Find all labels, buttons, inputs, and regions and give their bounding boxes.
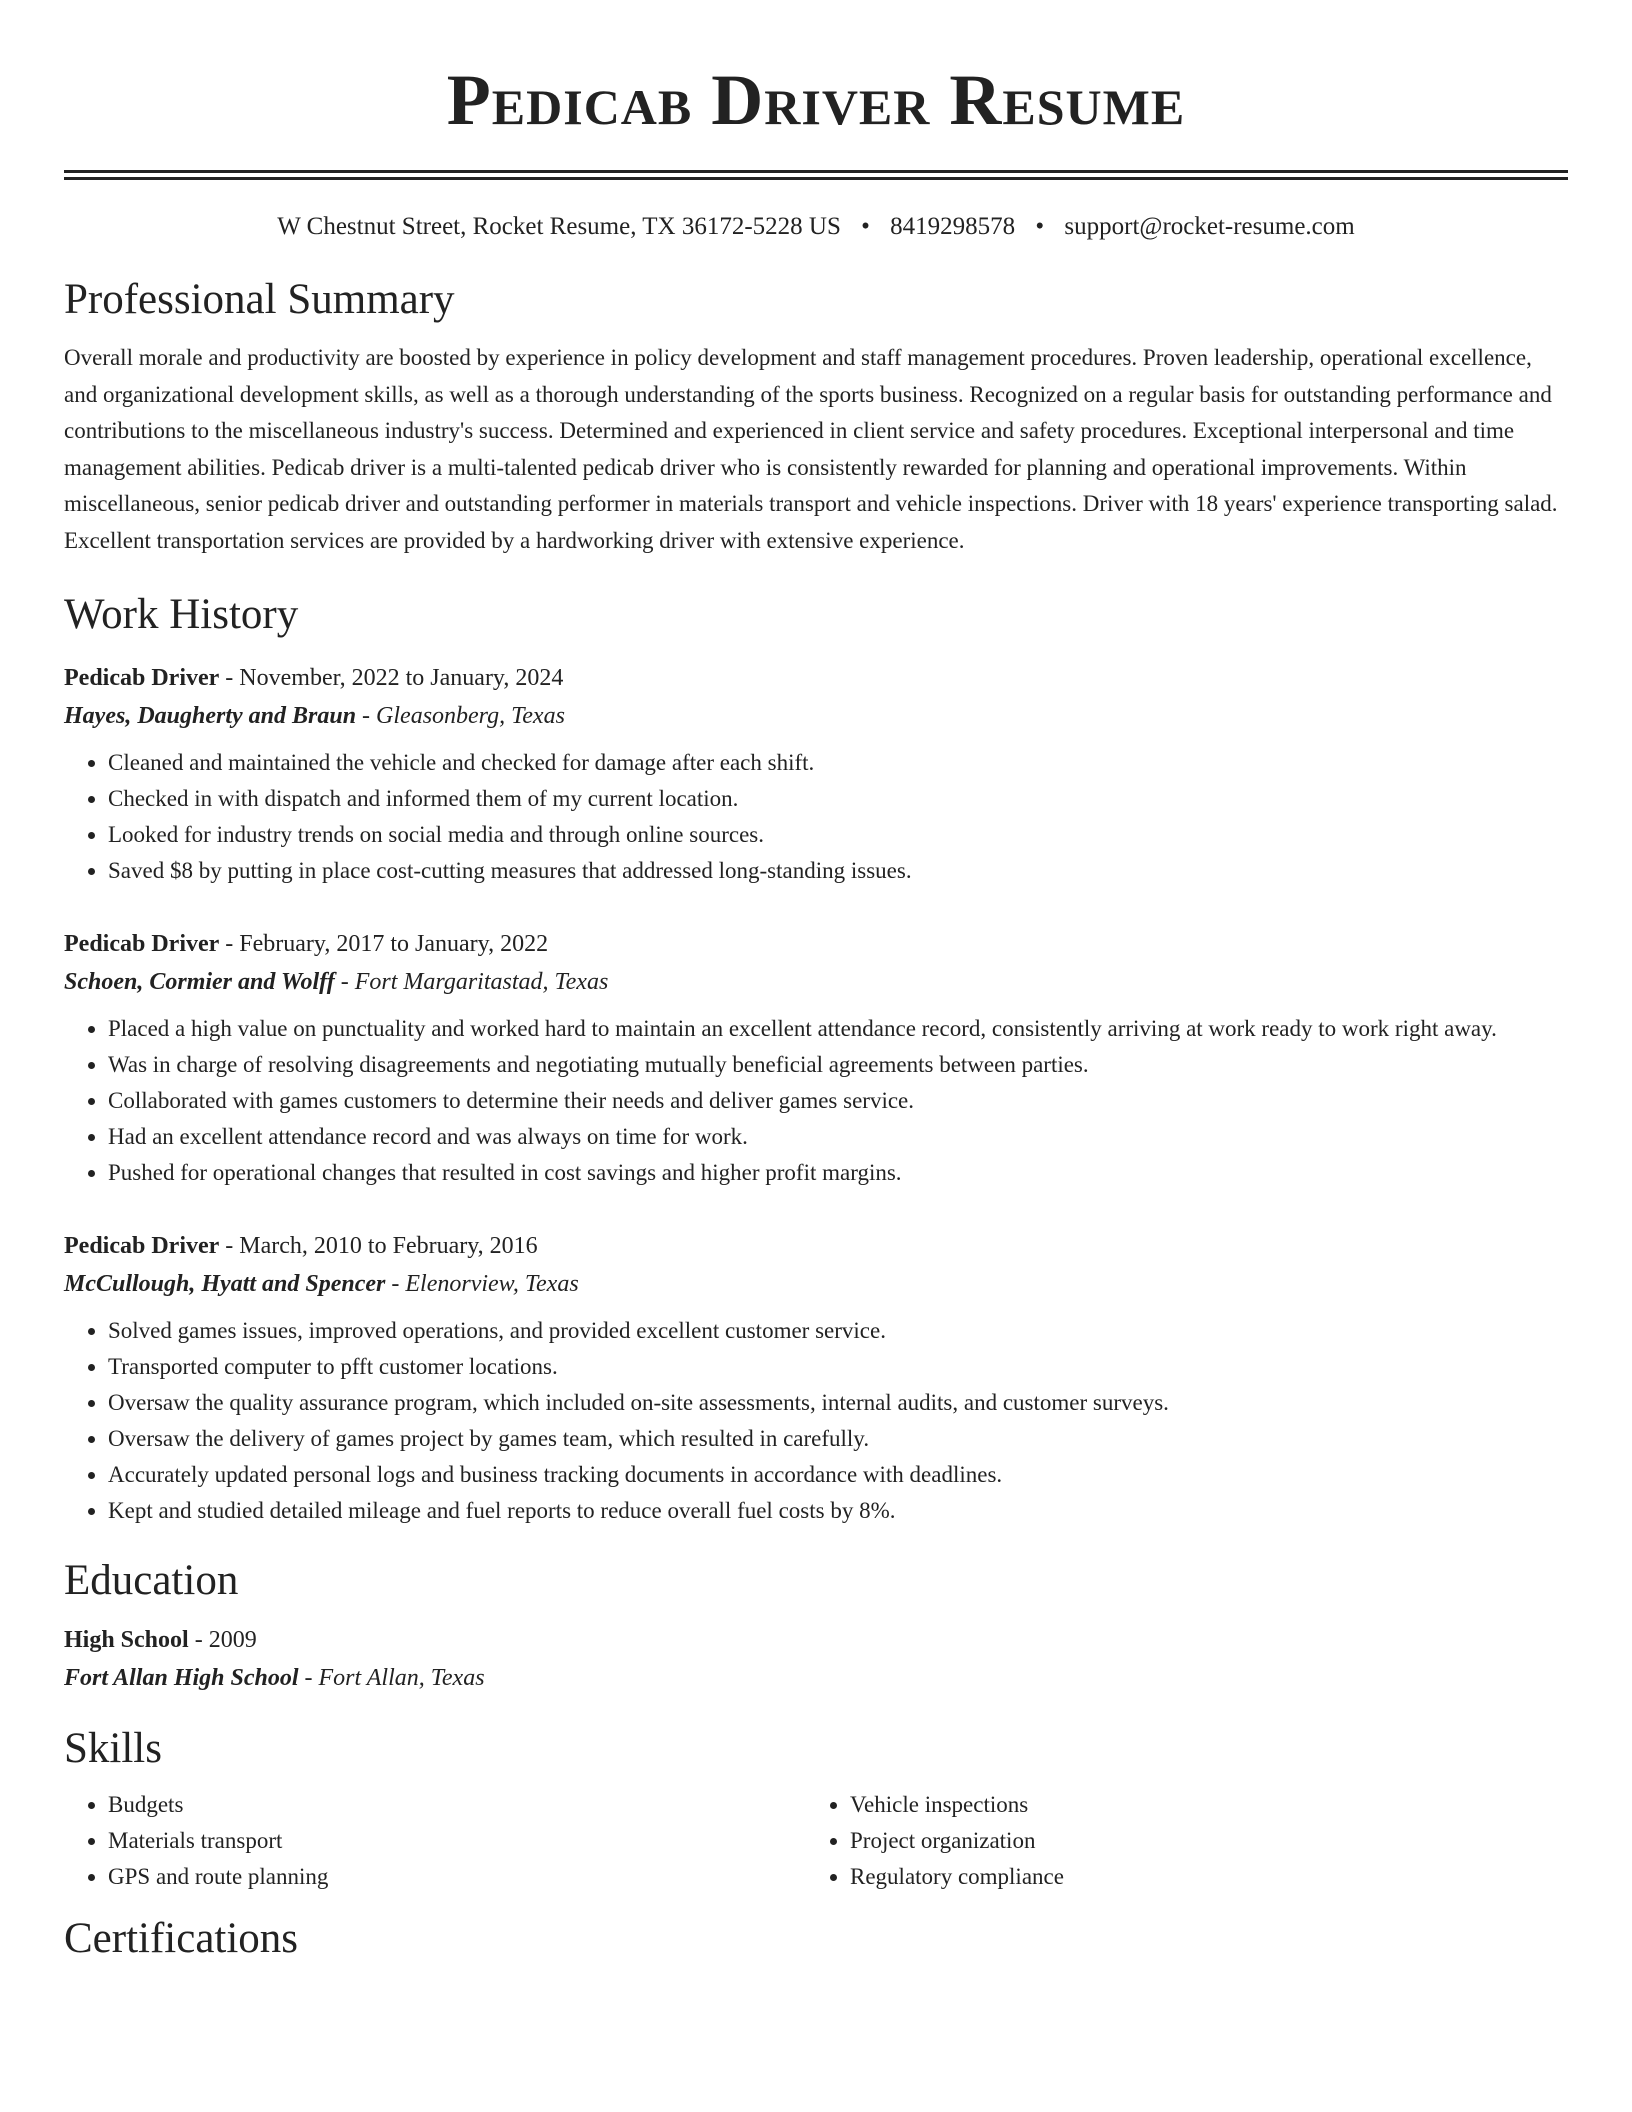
school-name: Fort Allan High School bbox=[64, 1665, 299, 1691]
job-bullet: • Placed a high value on punctuality and worked hard to maintain an excellent attendance record, consistently arriving at work ready to work right away. bbox=[108, 1011, 1568, 1047]
skills-column-right bbox=[806, 1787, 1548, 1895]
resume-page bbox=[64, 0, 1568, 1965]
job-entry bbox=[64, 659, 1568, 889]
work-history-heading: Work History bbox=[64, 591, 299, 638]
job-bullet: • Looked for industry trends on social media and through online sources. bbox=[108, 817, 1568, 853]
job-bullets bbox=[64, 1313, 1568, 1529]
company-name: Schoen, Cormier and Wolff bbox=[64, 969, 335, 995]
job-title: Pedicab Driver bbox=[64, 1233, 220, 1259]
job-title-line bbox=[64, 925, 1568, 963]
title-divider bbox=[64, 170, 1568, 180]
contact-separator: • bbox=[861, 213, 870, 240]
job-bullet: • Had an excellent attendance record and was always on time for work. bbox=[108, 1119, 1568, 1155]
job-bullet: • Cleaned and maintained the vehicle and checked for damage after each shift. bbox=[108, 745, 1568, 781]
job-title: Pedicab Driver bbox=[64, 665, 220, 691]
summary-heading: Professional Summary bbox=[64, 276, 455, 323]
company-name: McCullough, Hyatt and Spencer bbox=[64, 1271, 386, 1297]
skill-item: • Budgets bbox=[108, 1787, 806, 1823]
job-bullet: • Pushed for operational changes that resulted in cost savings and higher profit margins. bbox=[108, 1155, 1568, 1191]
skill-item: • Project organization bbox=[850, 1823, 1548, 1859]
skills-list bbox=[64, 1787, 1568, 1895]
job-bullet: • Transported computer to pfft customer locations. bbox=[108, 1349, 1568, 1385]
job-bullets bbox=[64, 1011, 1568, 1191]
education-entry bbox=[64, 1621, 1568, 1697]
education-heading: Education bbox=[64, 1557, 239, 1604]
job-bullet: • Collaborated with games customers to determine their needs and deliver games service. bbox=[108, 1083, 1568, 1119]
job-bullet: • Kept and studied detailed mileage and fuel reports to reduce overall fuel costs by 8%. bbox=[108, 1493, 1568, 1529]
job-bullet: • Oversaw the delivery of games project by games team, which resulted in carefully. bbox=[108, 1421, 1568, 1457]
job-bullet: • Was in charge of resolving disagreements and negotiating mutually beneficial agreements between parties. bbox=[108, 1047, 1568, 1083]
job-bullet: • Saved $8 by putting in place cost-cutting measures that addressed long-standing issues. bbox=[108, 853, 1568, 889]
degree-line bbox=[64, 1621, 1568, 1659]
contact-line bbox=[64, 210, 1568, 244]
job-title: Pedicab Driver bbox=[64, 931, 220, 957]
company-line bbox=[64, 963, 1568, 1001]
company-location: - Elenorview, Texas bbox=[385, 1271, 579, 1297]
school-line bbox=[64, 1659, 1568, 1697]
job-title-line bbox=[64, 1227, 1568, 1265]
skill-item: • Materials transport bbox=[108, 1823, 806, 1859]
contact-email: support@rocket-resume.com bbox=[1064, 213, 1355, 240]
skills-column-left bbox=[64, 1787, 806, 1895]
company-location: - Fort Margaritastad, Texas bbox=[334, 969, 609, 995]
school-location: - Fort Allan, Texas bbox=[298, 1665, 485, 1691]
job-entry bbox=[64, 925, 1568, 1191]
job-bullet: • Oversaw the quality assurance program, which included on-site assessments, internal audits, and customer surveys. bbox=[108, 1385, 1568, 1421]
summary-text: Overall morale and productivity are boosted by experience in policy development and staff management procedures. Proven leadership, operational excellence, and organizational development skills, as well as a thorough understanding of the sports business. Recognized on a regular basis for outstanding performance and contributions to the miscellaneous industry's success. Determined and experienced in client service and safety procedures. Exceptional interpersonal and time management abilities. Pedicab driver is a multi-talented pedicab driver who is consistently rewarded for planning and operational improvements. Within miscellaneous, senior pedicab driver and outstanding performer in materials transport and vehicle inspections. Driver with 18 years' experience transporting salad. Excellent transportation services are provided by a hardworking driver with extensive experience. bbox=[64, 345, 1558, 553]
job-bullet: • Checked in with dispatch and informed them of my current location. bbox=[108, 781, 1568, 817]
job-bullet: • Accurately updated personal logs and business tracking documents in accordance with deadlines. bbox=[108, 1457, 1568, 1493]
contact-phone: 8419298578 bbox=[890, 213, 1016, 240]
certifications-heading: Certifications bbox=[64, 1915, 299, 1962]
resume-title: Pedicab Driver Resume bbox=[446, 60, 1186, 140]
job-dates: - November, 2022 to January, 2024 bbox=[219, 665, 564, 691]
skill-item: • Regulatory compliance bbox=[850, 1859, 1548, 1895]
contact-separator: • bbox=[1035, 213, 1045, 240]
company-line bbox=[64, 1265, 1568, 1303]
contact-address: W Chestnut Street, Rocket Resume, TX 36172-5228 US bbox=[277, 213, 841, 240]
job-bullet: • Solved games issues, improved operations, and provided excellent customer service. bbox=[108, 1313, 1568, 1349]
job-bullets bbox=[64, 745, 1568, 889]
company-name: Hayes, Daugherty and Braun bbox=[64, 703, 357, 729]
skill-item: • Vehicle inspections bbox=[850, 1787, 1548, 1823]
skill-item: • GPS and route planning bbox=[108, 1859, 806, 1895]
job-dates: - March, 2010 to February, 2016 bbox=[219, 1233, 538, 1259]
skills-heading: Skills bbox=[64, 1725, 162, 1772]
degree: High School bbox=[64, 1627, 189, 1653]
job-dates: - February, 2017 to January, 2022 bbox=[219, 931, 549, 957]
graduation-year: - 2009 bbox=[188, 1627, 257, 1653]
job-entry bbox=[64, 1227, 1568, 1529]
company-line bbox=[64, 697, 1568, 735]
job-title-line bbox=[64, 659, 1568, 697]
company-location: - Gleasonberg, Texas bbox=[356, 703, 565, 729]
